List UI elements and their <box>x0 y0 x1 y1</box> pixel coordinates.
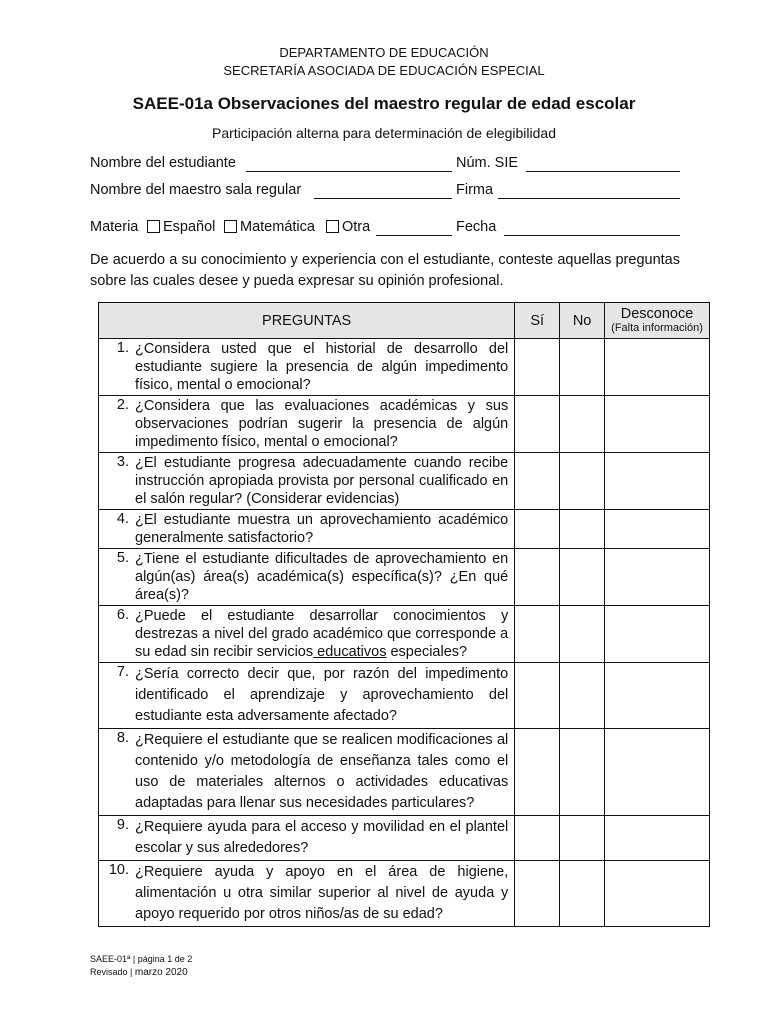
document-subtitle: Participación alterna para determinación de elegibilidad <box>212 125 556 141</box>
subject-label: Materia <box>90 219 139 235</box>
no-answer-cell[interactable] <box>560 453 605 510</box>
unknown-answer-cell[interactable] <box>605 606 710 663</box>
question-number: 6. <box>116 607 129 623</box>
question-cell <box>99 606 515 663</box>
question-text-part: especiales? <box>386 644 468 660</box>
student-name-label: Nombre del estudiante <box>90 155 236 171</box>
question-number: 10. <box>108 862 129 878</box>
unknown-answer-cell[interactable] <box>605 663 710 729</box>
question-cell <box>99 729 515 816</box>
question-text-part: ¿Puede el estudiante desarrollar conocimientos y destrezas a nivel del grado académico que corresponde a su edad sin recibir servicios <box>135 608 509 660</box>
unknown-answer-cell[interactable] <box>605 396 710 453</box>
no-answer-cell[interactable] <box>560 339 605 396</box>
unknown-column-subtitle: (Falta información) <box>611 321 703 334</box>
student-row <box>90 155 680 175</box>
yes-answer-cell[interactable] <box>515 816 560 861</box>
signature-field[interactable] <box>498 184 680 199</box>
question-number: 9. <box>116 817 129 833</box>
question-number: 4. <box>116 511 129 527</box>
question-number: 7. <box>116 664 129 680</box>
question-cell <box>99 453 515 510</box>
question-text: ¿Tiene el estudiante dificultades de aprovechamiento en algún(as) área(s) académica(s) específica(s)? ¿En qué área(s)? <box>135 551 509 603</box>
no-answer-cell[interactable] <box>560 663 605 729</box>
question-number: 1. <box>116 340 129 356</box>
unknown-answer-cell[interactable] <box>605 549 710 606</box>
question-cell <box>99 339 515 396</box>
sie-field[interactable] <box>526 157 680 172</box>
yes-answer-cell[interactable] <box>515 453 560 510</box>
other-label: Otra <box>342 219 371 235</box>
yes-answer-cell[interactable] <box>515 510 560 549</box>
table-header-row <box>99 303 710 339</box>
teacher-name-label: Nombre del maestro sala regular <box>90 182 302 198</box>
yes-answer-cell[interactable] <box>515 663 560 729</box>
unknown-answer-cell[interactable] <box>605 453 710 510</box>
other-checkbox[interactable] <box>326 220 339 233</box>
question-cell <box>99 861 515 927</box>
question-text: ¿Requiere el estudiante que se realicen modificaciones al contenido y/o metodología de enseñanza tales como el uso de materiales alternos o actividades educativas adaptadas para llenar sus necesidades particulares? <box>135 732 509 811</box>
spanish-label: Español <box>163 219 216 235</box>
math-label: Matemática <box>240 219 315 235</box>
unknown-answer-cell[interactable] <box>605 339 710 396</box>
question-text: ¿El estudiante muestra un aprovechamiento académico generalmente satisfactorio? <box>135 512 509 546</box>
table-row <box>99 339 710 396</box>
table-row <box>99 816 710 861</box>
teacher-name-field[interactable] <box>314 184 452 199</box>
math-checkbox[interactable] <box>224 220 237 233</box>
no-column-header: No <box>560 303 605 339</box>
question-text <box>135 607 508 661</box>
questions-table <box>98 302 710 927</box>
question-text: ¿Considera usted que el historial de desarrollo del estudiante sugiere la presencia de algún impedimento físico, mental o emocional? <box>135 341 509 393</box>
question-number: 5. <box>116 550 129 566</box>
footer-revision-label: Revisado | <box>90 967 135 977</box>
spanish-option <box>145 219 215 235</box>
footer-revision <box>90 966 192 979</box>
table-row <box>99 549 710 606</box>
teacher-row <box>90 182 680 202</box>
unknown-answer-cell[interactable] <box>605 510 710 549</box>
no-answer-cell[interactable] <box>560 861 605 927</box>
yes-answer-cell[interactable] <box>515 606 560 663</box>
other-option <box>324 219 370 235</box>
yes-answer-cell[interactable] <box>515 396 560 453</box>
department-header: DEPARTAMENTO DE EDUCACIÓN <box>279 45 489 60</box>
question-cell <box>99 396 515 453</box>
table-row <box>99 729 710 816</box>
question-number: 3. <box>116 454 129 470</box>
question-text-underlined: educativos <box>313 644 387 660</box>
document-title: SAEE-01a Observaciones del maestro regular de edad escolar <box>132 94 636 113</box>
math-option <box>222 219 315 235</box>
date-field[interactable] <box>504 221 680 236</box>
no-answer-cell[interactable] <box>560 606 605 663</box>
question-cell <box>99 549 515 606</box>
yes-answer-cell[interactable] <box>515 861 560 927</box>
table-row <box>99 396 710 453</box>
spanish-checkbox[interactable] <box>147 220 160 233</box>
no-answer-cell[interactable] <box>560 510 605 549</box>
unknown-answer-cell[interactable] <box>605 861 710 927</box>
sie-label: Núm. SIE <box>456 155 519 171</box>
yes-column-header: Sí <box>515 303 560 339</box>
question-cell <box>99 663 515 729</box>
page-footer <box>90 953 192 979</box>
no-answer-cell[interactable] <box>560 729 605 816</box>
instructions-text: De acuerdo a su conocimiento y experiencia con el estudiante, conteste aquellas preguntas sobre las cuales desee y pueda expresar su opinión profesional. <box>90 252 680 289</box>
question-text: ¿Requiere ayuda para el acceso y movilidad en el plantel escolar y sus alrededores? <box>135 819 509 856</box>
subject-row <box>90 219 680 239</box>
unknown-column-header <box>605 303 710 339</box>
question-text: ¿Sería correcto decir que, por razón del impedimento identificado el aprendizaje y aprovechamiento del estudiante esta adversamente afectado? <box>135 666 509 724</box>
footer-revision-date: marzo 2020 <box>134 967 188 978</box>
question-text: ¿Requiere ayuda y apoyo en el área de higiene, alimentación u otra similar superior al nivel de ayuda y apoyo requerido por otros niños/as de su edad? <box>135 864 509 922</box>
question-number: 2. <box>116 397 129 413</box>
unknown-answer-cell[interactable] <box>605 729 710 816</box>
question-text: ¿Considera que las evaluaciones académicas y sus observaciones podrían sugerir la presencia de algún impedimento físico, mental o emocional? <box>135 398 509 450</box>
no-answer-cell[interactable] <box>560 396 605 453</box>
yes-answer-cell[interactable] <box>515 339 560 396</box>
no-answer-cell[interactable] <box>560 549 605 606</box>
table-row <box>99 510 710 549</box>
table-row <box>99 606 710 663</box>
no-answer-cell[interactable] <box>560 816 605 861</box>
signature-label: Firma <box>456 182 494 198</box>
unknown-answer-cell[interactable] <box>605 816 710 861</box>
table-row <box>99 453 710 510</box>
footer-page-info: SAEE-01ª | página 1 de 2 <box>90 954 193 964</box>
student-name-field[interactable] <box>246 157 452 172</box>
secretariat-header: SECRETARÍA ASOCIADA DE EDUCACIÓN ESPECIAL <box>223 63 545 78</box>
questions-column-header: PREGUNTAS <box>99 303 515 339</box>
question-text: ¿El estudiante progresa adecuadamente cuando recibe instrucción apropiada provista por personal cualificado en el salón regular? (Considerar evidencias) <box>135 455 509 507</box>
other-field[interactable] <box>376 221 452 236</box>
question-cell <box>99 816 515 861</box>
yes-answer-cell[interactable] <box>515 729 560 816</box>
table-row <box>99 861 710 927</box>
yes-answer-cell[interactable] <box>515 549 560 606</box>
question-number: 8. <box>116 730 129 746</box>
unknown-column-title: Desconoce <box>620 305 694 322</box>
table-row <box>99 663 710 729</box>
question-cell <box>99 510 515 549</box>
date-label: Fecha <box>456 219 497 235</box>
